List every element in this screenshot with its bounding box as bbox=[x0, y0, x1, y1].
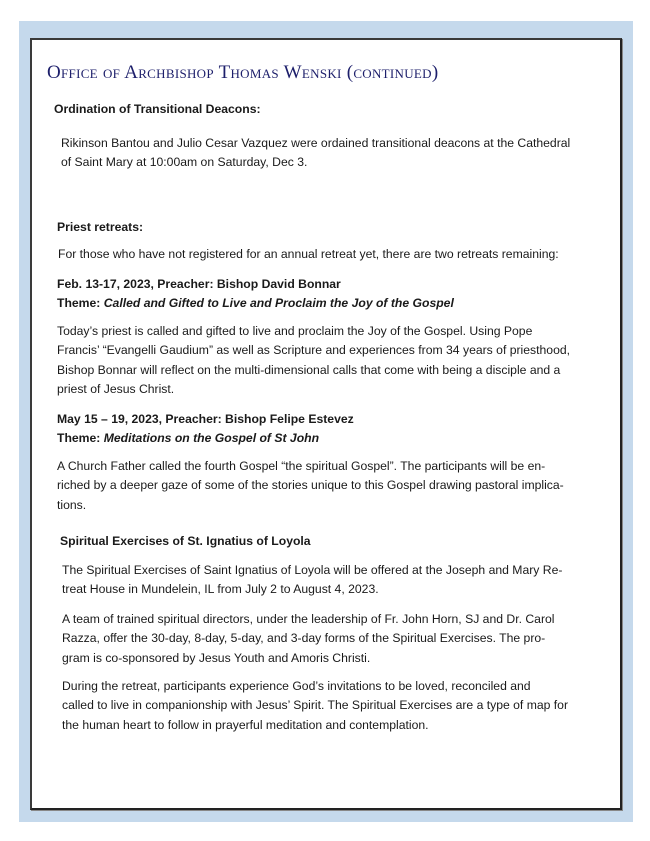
text-line: tions. bbox=[57, 497, 87, 512]
retreat2-dates: May 15 – 19, 2023, Preacher: Bishop Felipe Estevez bbox=[57, 412, 354, 426]
retreats-heading: Priest retreats: bbox=[57, 220, 144, 234]
text-line: A team of trained spiritual directors, under the leadership of Fr. John Horn, SJ and Dr. Carol bbox=[62, 612, 555, 626]
theme-title: Called and Gifted to Live and Proclaim the Joy of the Gospel bbox=[103, 296, 454, 310]
retreat1-dates: Feb. 13-17, 2023, Preacher: Bishop David Bonnar bbox=[57, 277, 341, 291]
exercises-heading: Spiritual Exercises of St. Ignatius of Loyola bbox=[60, 534, 311, 548]
retreats-intro: For those who have not registered for an annual retreat yet, there are two retreats remaining: bbox=[58, 247, 559, 261]
exercises-paragraph-1 bbox=[62, 561, 602, 600]
theme-label: Theme: bbox=[57, 431, 104, 445]
theme-label: Theme: bbox=[57, 296, 104, 310]
text-line: The Spiritual Exercises of Saint Ignatius of Loyola will be offered at the Joseph and Mary Re- bbox=[62, 563, 563, 577]
text-line: Francis’ “Evangelli Gaudium” as well as Scripture and experiences from 34 years of priesthood, bbox=[57, 343, 571, 358]
text-line: During the retreat, participants experience God’s invitations to be loved, reconciled and bbox=[62, 679, 531, 693]
text-line: Bishop Bonnar will reflect on the multi-dimensional calls that come with being a disciple and a bbox=[57, 362, 561, 377]
text-line: treat House in Mundelein, IL from July 2 to August 4, 2023. bbox=[62, 582, 379, 597]
exercises-paragraph-2 bbox=[62, 610, 602, 668]
text-line: Rikinson Bantou and Julio Cesar Vazquez were ordained transitional deacons at the Cathedral bbox=[61, 136, 571, 150]
text-line: Razza, offer the 30-day, 8-day, 5-day, and 3-day forms of the Spiritual Exercises. The pro- bbox=[62, 631, 546, 646]
theme-title: Meditations on the Gospel of St John bbox=[103, 431, 320, 445]
page-title: Office of Archbishop Thomas Wenski (continued) bbox=[47, 62, 439, 83]
text-line: A Church Father called the fourth Gospel “the spiritual Gospel”. The participants will be en- bbox=[57, 459, 546, 473]
retreat2-description bbox=[57, 457, 597, 515]
retreat1-theme bbox=[57, 294, 454, 313]
retreat1-description bbox=[57, 322, 597, 399]
text-line: priest of Jesus Christ. bbox=[57, 381, 175, 396]
text-line: riched by a deeper gaze of some of the stories unique to this Gospel drawing pastoral implica- bbox=[57, 478, 564, 493]
ordination-paragraph bbox=[61, 134, 601, 173]
text-line: called to live in companionship with Jesus’ Spirit. The Spiritual Exercises are a type of map for bbox=[62, 698, 569, 713]
exercises-paragraph-3 bbox=[62, 677, 602, 735]
ordination-heading: Ordination of Transitional Deacons: bbox=[54, 102, 261, 116]
text-line: of Saint Mary at 10:00am on Saturday, Dec 3. bbox=[61, 155, 308, 170]
text-line: the human heart to follow in prayerful meditation and contemplation. bbox=[62, 717, 429, 732]
retreat2-theme bbox=[57, 429, 319, 448]
text-line: Today’s priest is called and gifted to live and proclaim the Joy of the Gospel. Using Pope bbox=[57, 324, 533, 338]
text-line: gram is co-sponsored by Jesus Youth and Amoris Christi. bbox=[62, 650, 371, 665]
